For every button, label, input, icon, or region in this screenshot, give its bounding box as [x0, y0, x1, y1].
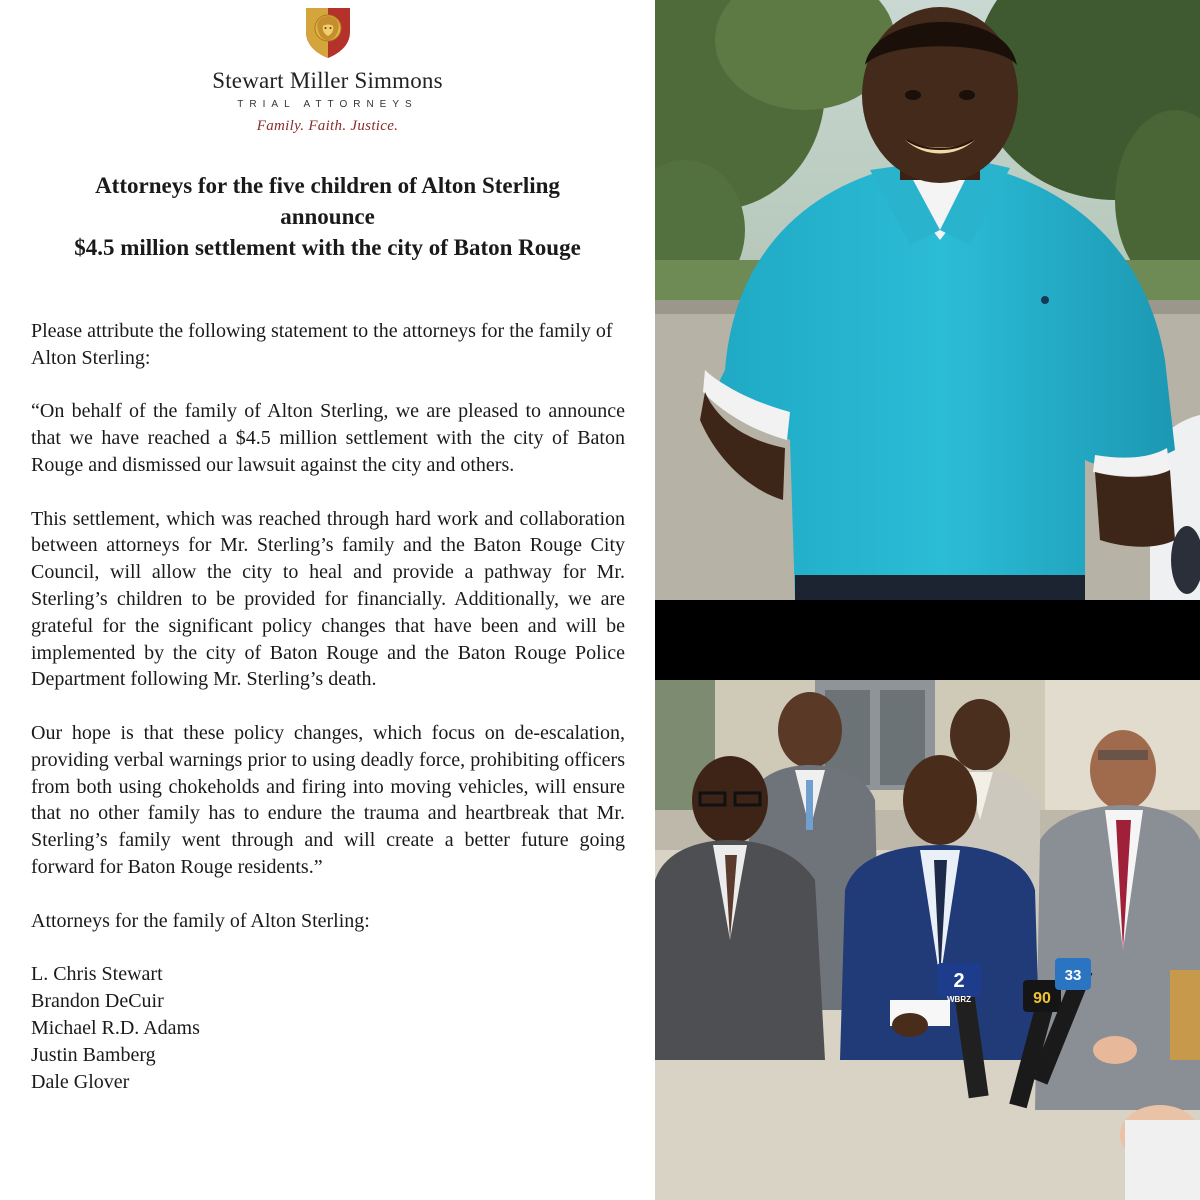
mic-flag-wbrz: WBRZ	[947, 995, 971, 1004]
portrait-photo	[655, 0, 1200, 600]
signers-heading: Attorneys for the family of Alton Sterling:	[31, 909, 370, 932]
press-conference-photo	[655, 680, 1200, 1200]
attribution-paragraph: Please attribute the following statement to the attorneys for the family of Alton Sterling:	[31, 320, 613, 369]
lion-shield-logo-icon	[300, 4, 356, 60]
attorney-name: Dale Glover	[31, 1071, 130, 1094]
statement-paragraph-3: Our hope is that these policy changes, which focus on de-escalation, providing verbal warnings prior to using deadly force, prohibiting officers from both using chokeholds and firing into moving vehicles, will ensure that no other family has to endure the trauma and heartbreak that Mr. Sterling’s family went through and will create a better future going forward for Baton Rouge residents.”	[31, 721, 625, 878]
statement-paragraph-1: “On behalf of the family of Alton Sterling, we are pleased to announce that we have reached a $4.5 million settlement with the city of Baton Rouge and dismissed our lawsuit against the city and others.	[31, 400, 625, 476]
mic-flag-channel-2: 2	[953, 970, 965, 992]
mic-flag-channel-33: 33	[1064, 967, 1082, 984]
firm-name: Stewart Miller Simmons	[212, 68, 443, 93]
statement-body	[31, 318, 625, 1096]
headline-line-2: announce	[280, 204, 375, 229]
attorney-list	[31, 961, 625, 1096]
attorney-name: L. Chris Stewart	[31, 963, 163, 986]
photo-divider	[655, 600, 1200, 680]
headline-line-1: Attorneys for the five children of Alton Sterling	[95, 173, 560, 198]
attorney-name: Michael R.D. Adams	[31, 1017, 200, 1040]
firm-motto: Family. Faith. Justice.	[256, 118, 399, 134]
firm-subtitle: TRIAL ATTORNEYS	[237, 99, 418, 110]
statement-paragraph-2: This settlement, which was reached through hard work and collaboration between attorneys for Mr. Sterling’s family and the Baton Rouge City Council, will allow the city to heal and provide a pathway for Mr. Sterling’s children to be provided for financially. Additionally, we are grateful for the significant policy changes that have been and will be implemented by the city of Baton Rouge and the Baton Rouge Police Department following Mr. Sterling’s death.	[31, 507, 625, 691]
mic-flag-channel-90: 90	[1033, 990, 1051, 1007]
attorney-name: Brandon DeCuir	[31, 990, 164, 1013]
attorney-name: Justin Bamberg	[31, 1044, 156, 1067]
headline	[20, 170, 635, 263]
headline-line-3: $4.5 million settlement with the city of Baton Rouge	[74, 235, 581, 260]
